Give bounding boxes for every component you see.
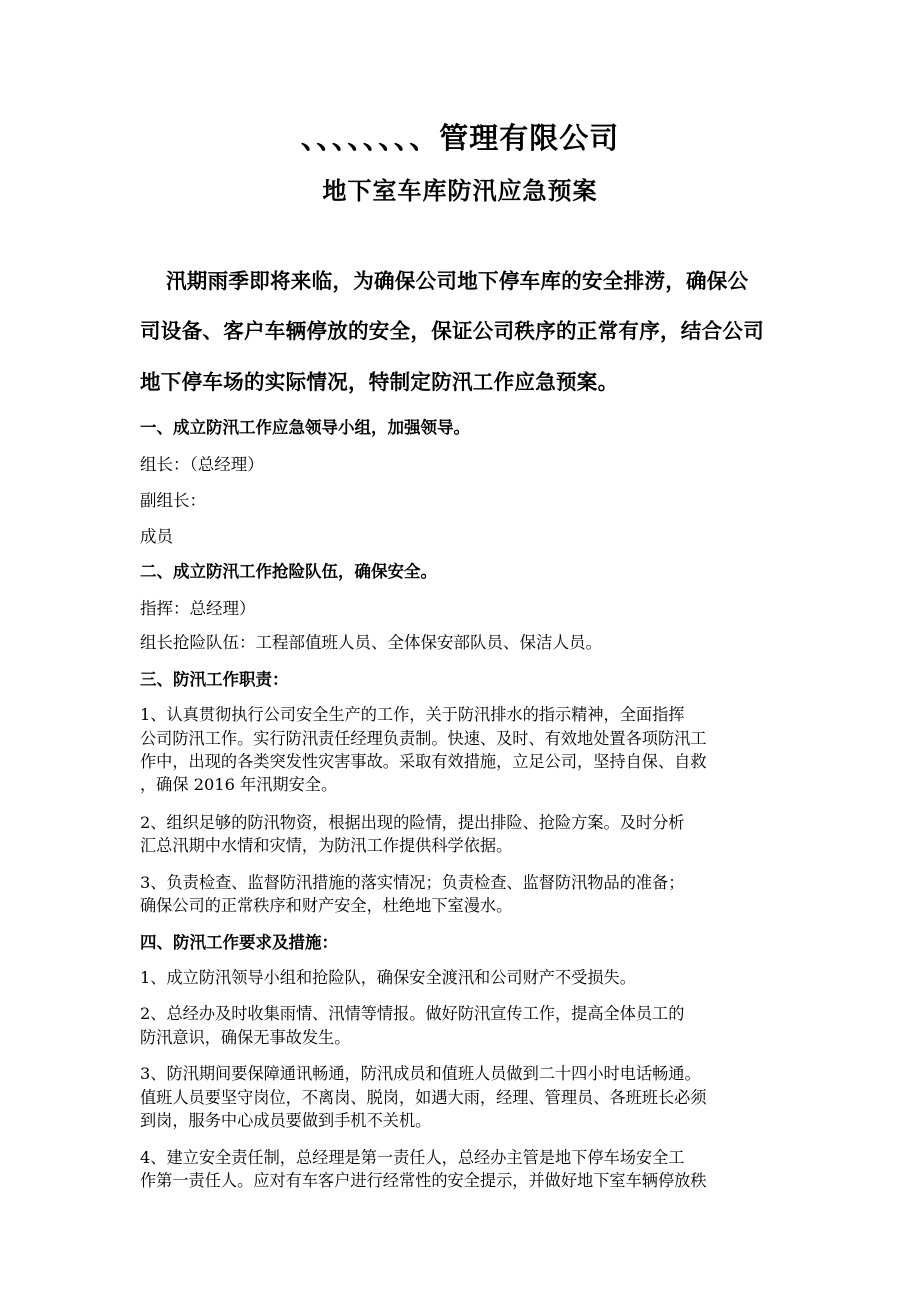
duty1-line-1: 1、认真贯彻执行公司安全生产的工作，关于防汛排水的指示精神，全面指挥 [140, 705, 685, 724]
section4-heading: 四、防汛工作要求及措施： [140, 933, 338, 952]
intro-line-2: 司设备、客户车辆停放的安全，保证公司秩序的正常有序，结合公司 [140, 319, 764, 343]
measure4-line-1: 4、建立安全责任制，总经理是第一责任人，总经办主管是地下停车场安全工 [140, 1148, 685, 1167]
deputy-leader-line: 副组长： [140, 491, 206, 510]
duty3-line-2: 确保公司的正常秩序和财产安全，杜绝地下室漫水。 [140, 896, 513, 915]
intro-line-1: 汛期雨季即将来临，为确保公司地下停车库的安全排涝，确保公 [166, 269, 749, 293]
measure3-line-1: 3、防汛期间要保障通讯畅通，防汛成员和值班人员做到二十四小时电话畅通。 [140, 1064, 701, 1083]
document-title: 地下室车库防汛应急预案 [322, 177, 598, 205]
measure3-line-2: 值班人员要坚守岗位，不离岗、脱岗，如遇大雨，经理、管理员、各班班长必须 [140, 1088, 707, 1107]
rescue-team-line: 组长抢险队伍：工程部值班人员、全体保安部队员、保洁人员。 [140, 633, 602, 652]
section2-heading: 二、成立防汛工作抢险队伍，确保安全。 [140, 562, 437, 581]
measure4-line-2: 作第一责任人。应对有车客户进行经常性的安全提示，并做好地下室车辆停放秩 [140, 1171, 707, 1190]
members-line: 成员 [140, 527, 173, 546]
commander-line: 指挥：总经理） [140, 599, 256, 618]
duty1-line-4: ，确保 2016 年汛期安全。 [140, 775, 338, 794]
leader-line: 组长：（总经理） [140, 455, 264, 474]
measure3-line-3: 到岗，服务中心成员要做到手机不关机。 [140, 1111, 432, 1130]
measure1-line-1: 1、成立防汛领导小组和抢险队，确保安全渡汛和公司财产不受损失。 [140, 968, 636, 987]
duty2-line-2: 汇总汛期中水情和灾情，为防汛工作提供科学依据。 [140, 836, 513, 855]
company-name: 、、、、、、、、管理有限公司 [300, 121, 620, 155]
measure2-line-1: 2、总经办及时收集雨情、汛情等情报。做好防汛宣传工作，提高全体员工的 [140, 1004, 685, 1023]
section3-heading: 三、防汛工作职责： [140, 670, 289, 689]
intro-line-3: 地下停车场的实际情况，特制定防汛工作应急预案。 [140, 370, 619, 394]
duty2-line-1: 2、组织足够的防汛物资，根据出现的险情，提出排险、抢险方案。及时分析 [140, 813, 685, 832]
duty1-line-2: 公司防汛工作。实行防汛责任经理负责制。快速、及时、有效地处置各项防汛工 [140, 729, 707, 748]
measure2-line-2: 防汛意识，确保无事故发生。 [140, 1028, 351, 1047]
section1-heading: 一、成立防汛工作应急领导小组，加强领导。 [140, 418, 470, 437]
duty1-line-3: 作中，出现的各类突发性灾害事故。采取有效措施，立足公司，坚持自保、自救 [140, 752, 707, 771]
duty3-line-1: 3、负责检查、监督防汛措施的落实情况；负责检查、监督防汛物品的准备； [140, 873, 685, 892]
